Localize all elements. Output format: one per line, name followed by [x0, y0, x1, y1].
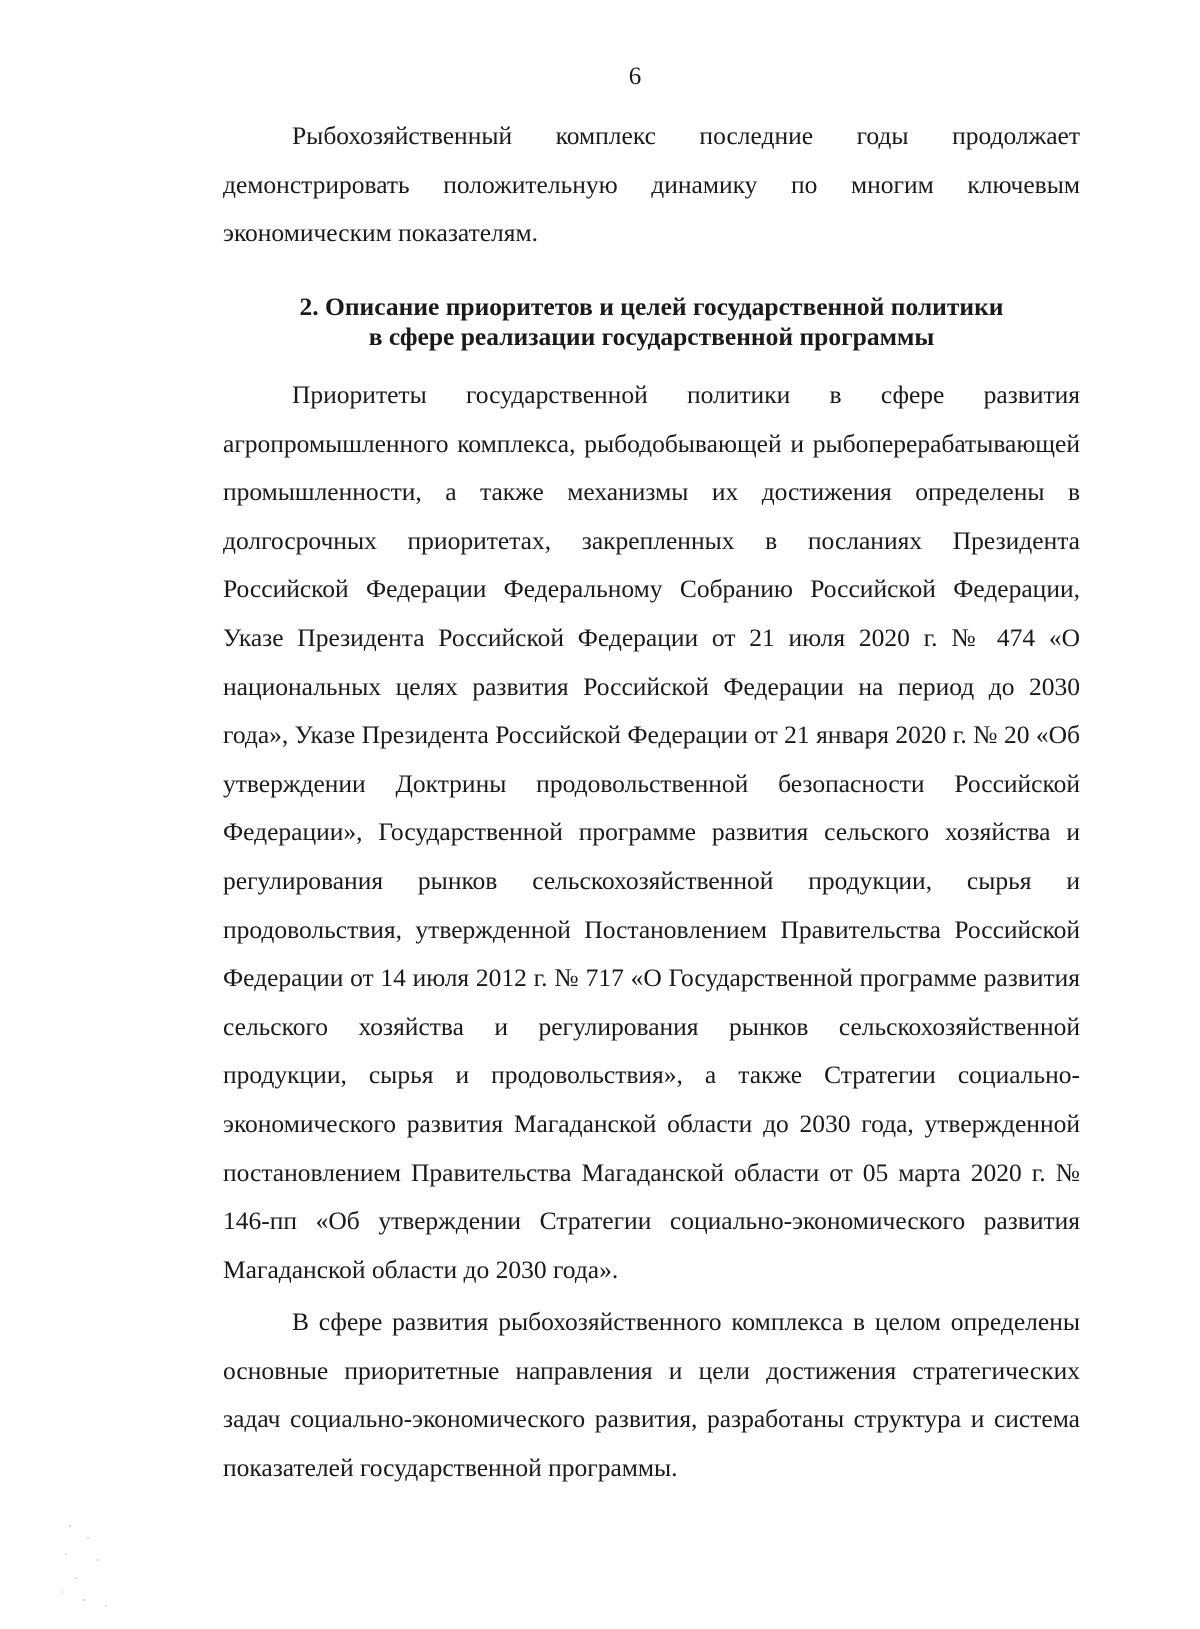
intro-section: [223, 112, 1080, 258]
page-number: 6: [628, 63, 642, 90]
body-paragraph-1: Приоритеты государственной политики в сфере развития агропромышленного комплекса, рыбодобывающей и рыбоперерабатывающей промышленности, а также механизмы их достижения определены в долгосрочных приоритетах, закрепленных в посланиях Президента Российской Федерации Федеральному Собранию Российской Федерации, Указе Президента Российской Федерации от 21 июля 2020 г. № 474 «О национальных целях развития Российской Федерации на период до 2030 года», Указе Президента Российской Федерации от 21 января 2020 г. № 20 «Об утверждении Доктрины продовольственной безопасности Российской Федерации», Государственной программе развития сельского хозяйства и регулирования рынков сельскохозяйственной продукции, сырья и продовольствия, утвержденной Постановлением Правительства Российской Федерации от 14 июля 2012 г. № 717 «О Государственной программе развития сельского хозяйства и регулирования рынков сельскохозяйственной продукции, сырья и продовольствия», а также Стратегии социально-экономического развития Магаданской области до 2030 года, утвержденной постановлением Правительства Магаданской области от 05 марта 2020 г. № 146-пп «Об утверждении Стратегии социально-экономического развития Магаданской области до 2030 года».: [223, 380, 1080, 1284]
section-body: [223, 371, 1080, 1493]
section-heading-line-1: 2. Описание приоритетов и целей государственной политики: [299, 292, 1004, 321]
intro-paragraph: Рыбохозяйственный комплекс последние годы продолжает демонстрировать положительную динамику по многим ключевым экономическим показателям.: [223, 121, 1080, 248]
section-heading-line-2: в сфере реализации государственной программы: [368, 322, 935, 351]
section-heading: [223, 292, 1080, 352]
body-paragraph-2: В сфере развития рыбохозяйственного комплекса в целом определены основные приоритетные направления и цели достижения стратегических задач социально-экономического развития, разработаны структура и система показателей государственной программы.: [223, 1307, 1080, 1483]
scan-noise-specks: [58, 1520, 118, 1610]
